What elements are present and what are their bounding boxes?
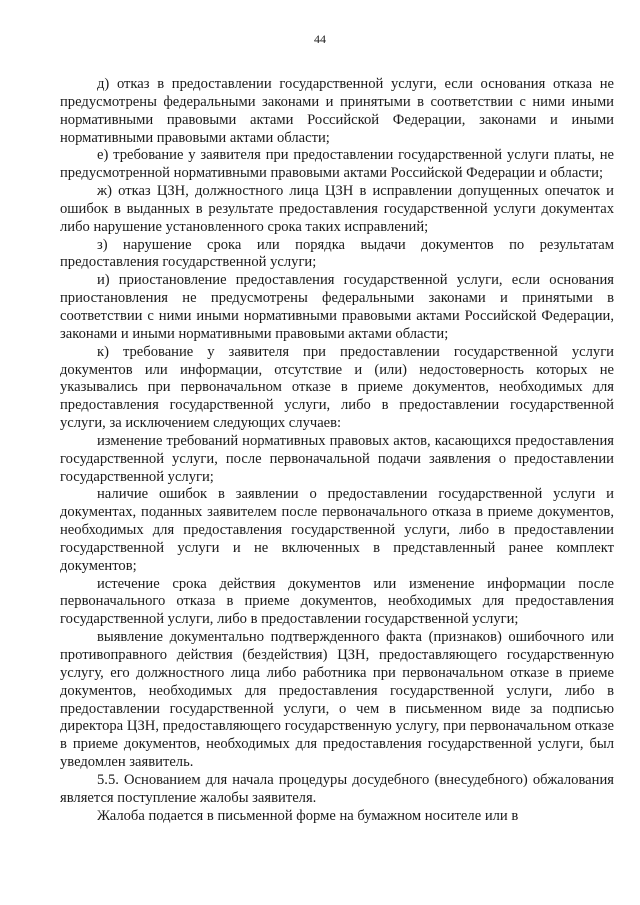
page-number: 44 bbox=[314, 32, 326, 46]
paragraph-z: з) нарушение срока или порядка выдачи документов по результатам предоставления государственной услуги; bbox=[60, 236, 614, 271]
exception-item-1: изменение требований нормативных правовых актов, касающихся предоставления государственной услуги, после первоначальной подачи заявления о предоставлении государственной услуги; bbox=[60, 432, 614, 485]
section-5-5: 5.5. Основанием для начала процедуры досудебного (внесудебного) обжалования является поступление жалобы заявителя. bbox=[60, 771, 614, 806]
paragraph-zh: ж) отказ ЦЗН, должностного лица ЦЗН в исправлении допущенных опечаток и ошибок в выданных в результате предоставления государственной услуги документах либо нарушение установленного срока таких исправлений; bbox=[60, 183, 614, 235]
paragraph-k: к) требование у заявителя при предоставлении государственной услуги документов или информации, отсутствие и (или) недостоверность которых не указывались при первоначальном отказе в приеме документов, необходимых для предоставления государственной услуги, либо в предоставлении государственной услуги, за исключением следующих случаев: bbox=[60, 343, 614, 432]
document-body bbox=[60, 76, 614, 825]
paragraph-i: и) приостановление предоставления государственной услуги, если основания приостановления не предусмотрены федеральными законами и принятыми в соответствии с ними иными нормативными правовыми актами Российской Федерации, законами и иными нормативными правовыми актами области; bbox=[60, 272, 614, 342]
paragraph-complaint: Жалоба подается в письменной форме на бумажном носителе или в bbox=[97, 807, 519, 824]
paragraph-d: д) отказ в предоставлении государственной услуги, если основания отказа не предусмотрены федеральными законами и принятыми в соответствии с ними иными нормативными правовыми актами Российской Федерации, законами и иными нормативными правовыми актами области; bbox=[60, 76, 614, 146]
paragraph-e: е) требование у заявителя при предоставлении государственной услуги платы, не предусмотренной нормативными правовыми актами Российской Федерации и области; bbox=[60, 147, 614, 182]
exception-item-4: выявление документально подтвержденного факта (признаков) ошибочного или противоправного действия (бездействия) ЦЗН, предоставляющего государственную услугу, его должностного лица либо работника при первоначальном отказе в приеме документов, необходимых для предоставления государственной услуги, либо в предоставлении государственной услуги, о чем в письменном виде за подписью директора ЦЗН, предоставляющего государственную услугу, при первоначальном отказе в приеме документов, необходимых для предоставления государственной услуги, был уведомлен заявитель. bbox=[60, 629, 614, 771]
exception-item-2: наличие ошибок в заявлении о предоставлении государственной услуги и документах, поданных заявителем после первоначального отказа в приеме документов, необходимых для предоставления государственной услуги, либо в предоставлении государственной услуги и не включенных в представленный ранее комплект документов; bbox=[60, 486, 614, 574]
exception-item-3: истечение срока действия документов или изменение информации после первоначального отказа в приеме документов, необходимых для предоставления государственной услуги, либо в предоставлении государственной услуги; bbox=[60, 575, 614, 628]
